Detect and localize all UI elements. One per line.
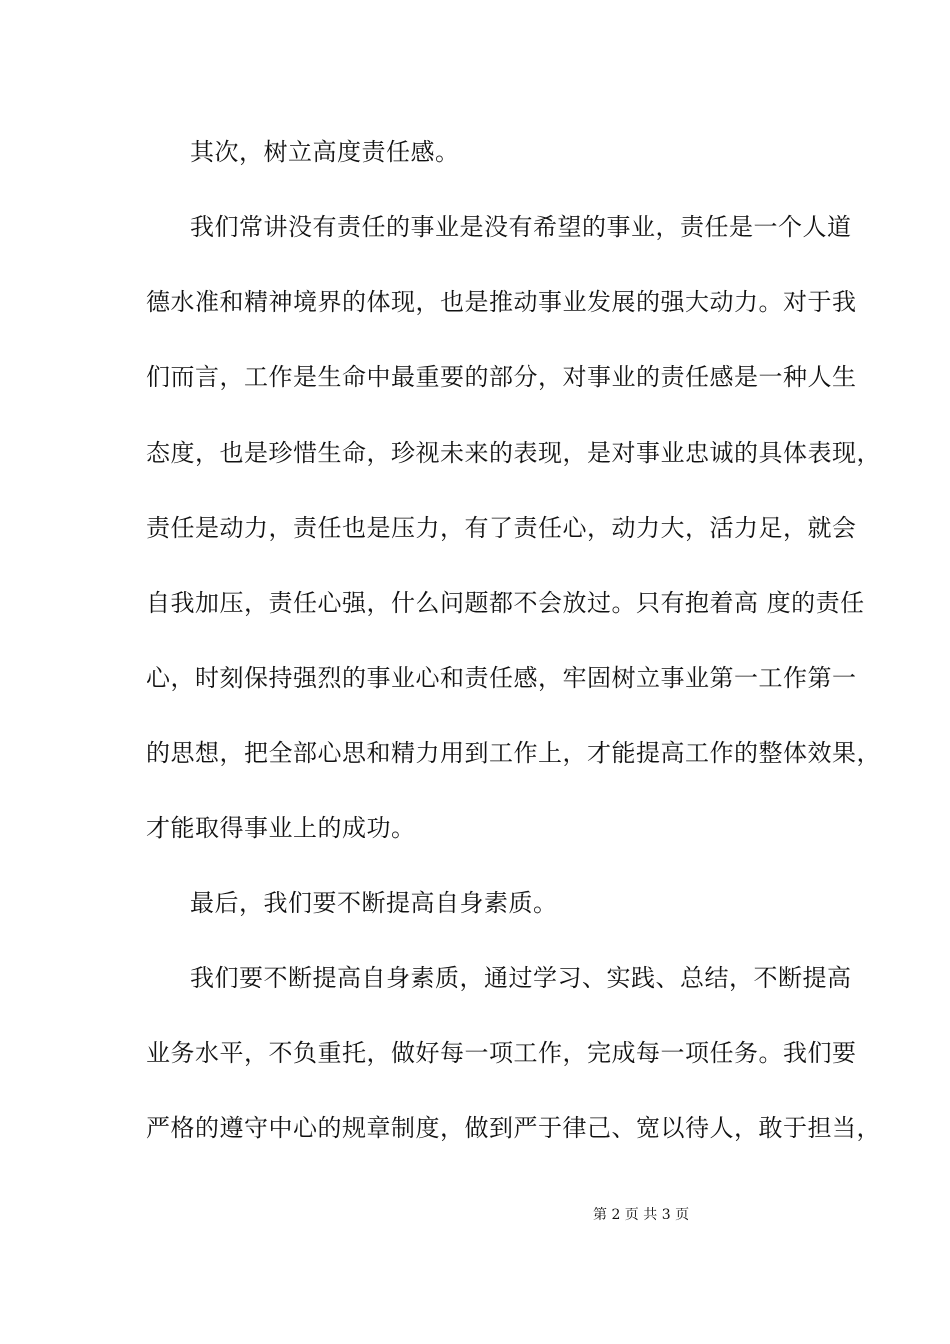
text-line: 的思想，把全部心思和精力用到工作上，才能提高工作的整体效果，: [146, 739, 881, 767]
text-line: 态度，也是珍惜生命，珍视未来的表现，是对事业忠诚的具体表现，: [146, 439, 881, 467]
text-line: 们而言，工作是生命中最重要的部分，对事业的责任感是一种人生: [146, 363, 857, 391]
text-line: 最后，我们要不断提高自身素质。: [190, 889, 558, 917]
text-line: 德水准和精神境界的体现，也是推动事业发展的强大动力。对于我: [146, 288, 857, 316]
text-line: 心，时刻保持强烈的事业心和责任感，牢固树立事业第一工作第一: [146, 664, 857, 692]
text-line: 我们常讲没有责任的事业是没有希望的事业，责任是一个人道: [190, 213, 852, 241]
text-line: 自我加压，责任心强，什么问题都不会放过。只有抱着高 度的责任: [146, 589, 865, 617]
text-line: 其次，树立高度责任感。: [190, 138, 460, 166]
page-number: 第 2 页 共 3 页: [593, 1207, 690, 1223]
text-line: 我们要不断提高自身素质，通过学习、实践、总结，不断提高: [190, 964, 852, 992]
text-line: 严格的遵守中心的规章制度，做到严于律己、宽以待人，敢于担当，: [146, 1114, 881, 1142]
text-line: 才能取得事业上的成功。: [146, 814, 416, 842]
text-line: 业务水平，不负重托，做好每一项工作，完成每一项任务。我们要: [146, 1039, 857, 1067]
text-line: 责任是动力，责任也是压力，有了责任心，动力大，活力足，就会: [146, 514, 857, 542]
